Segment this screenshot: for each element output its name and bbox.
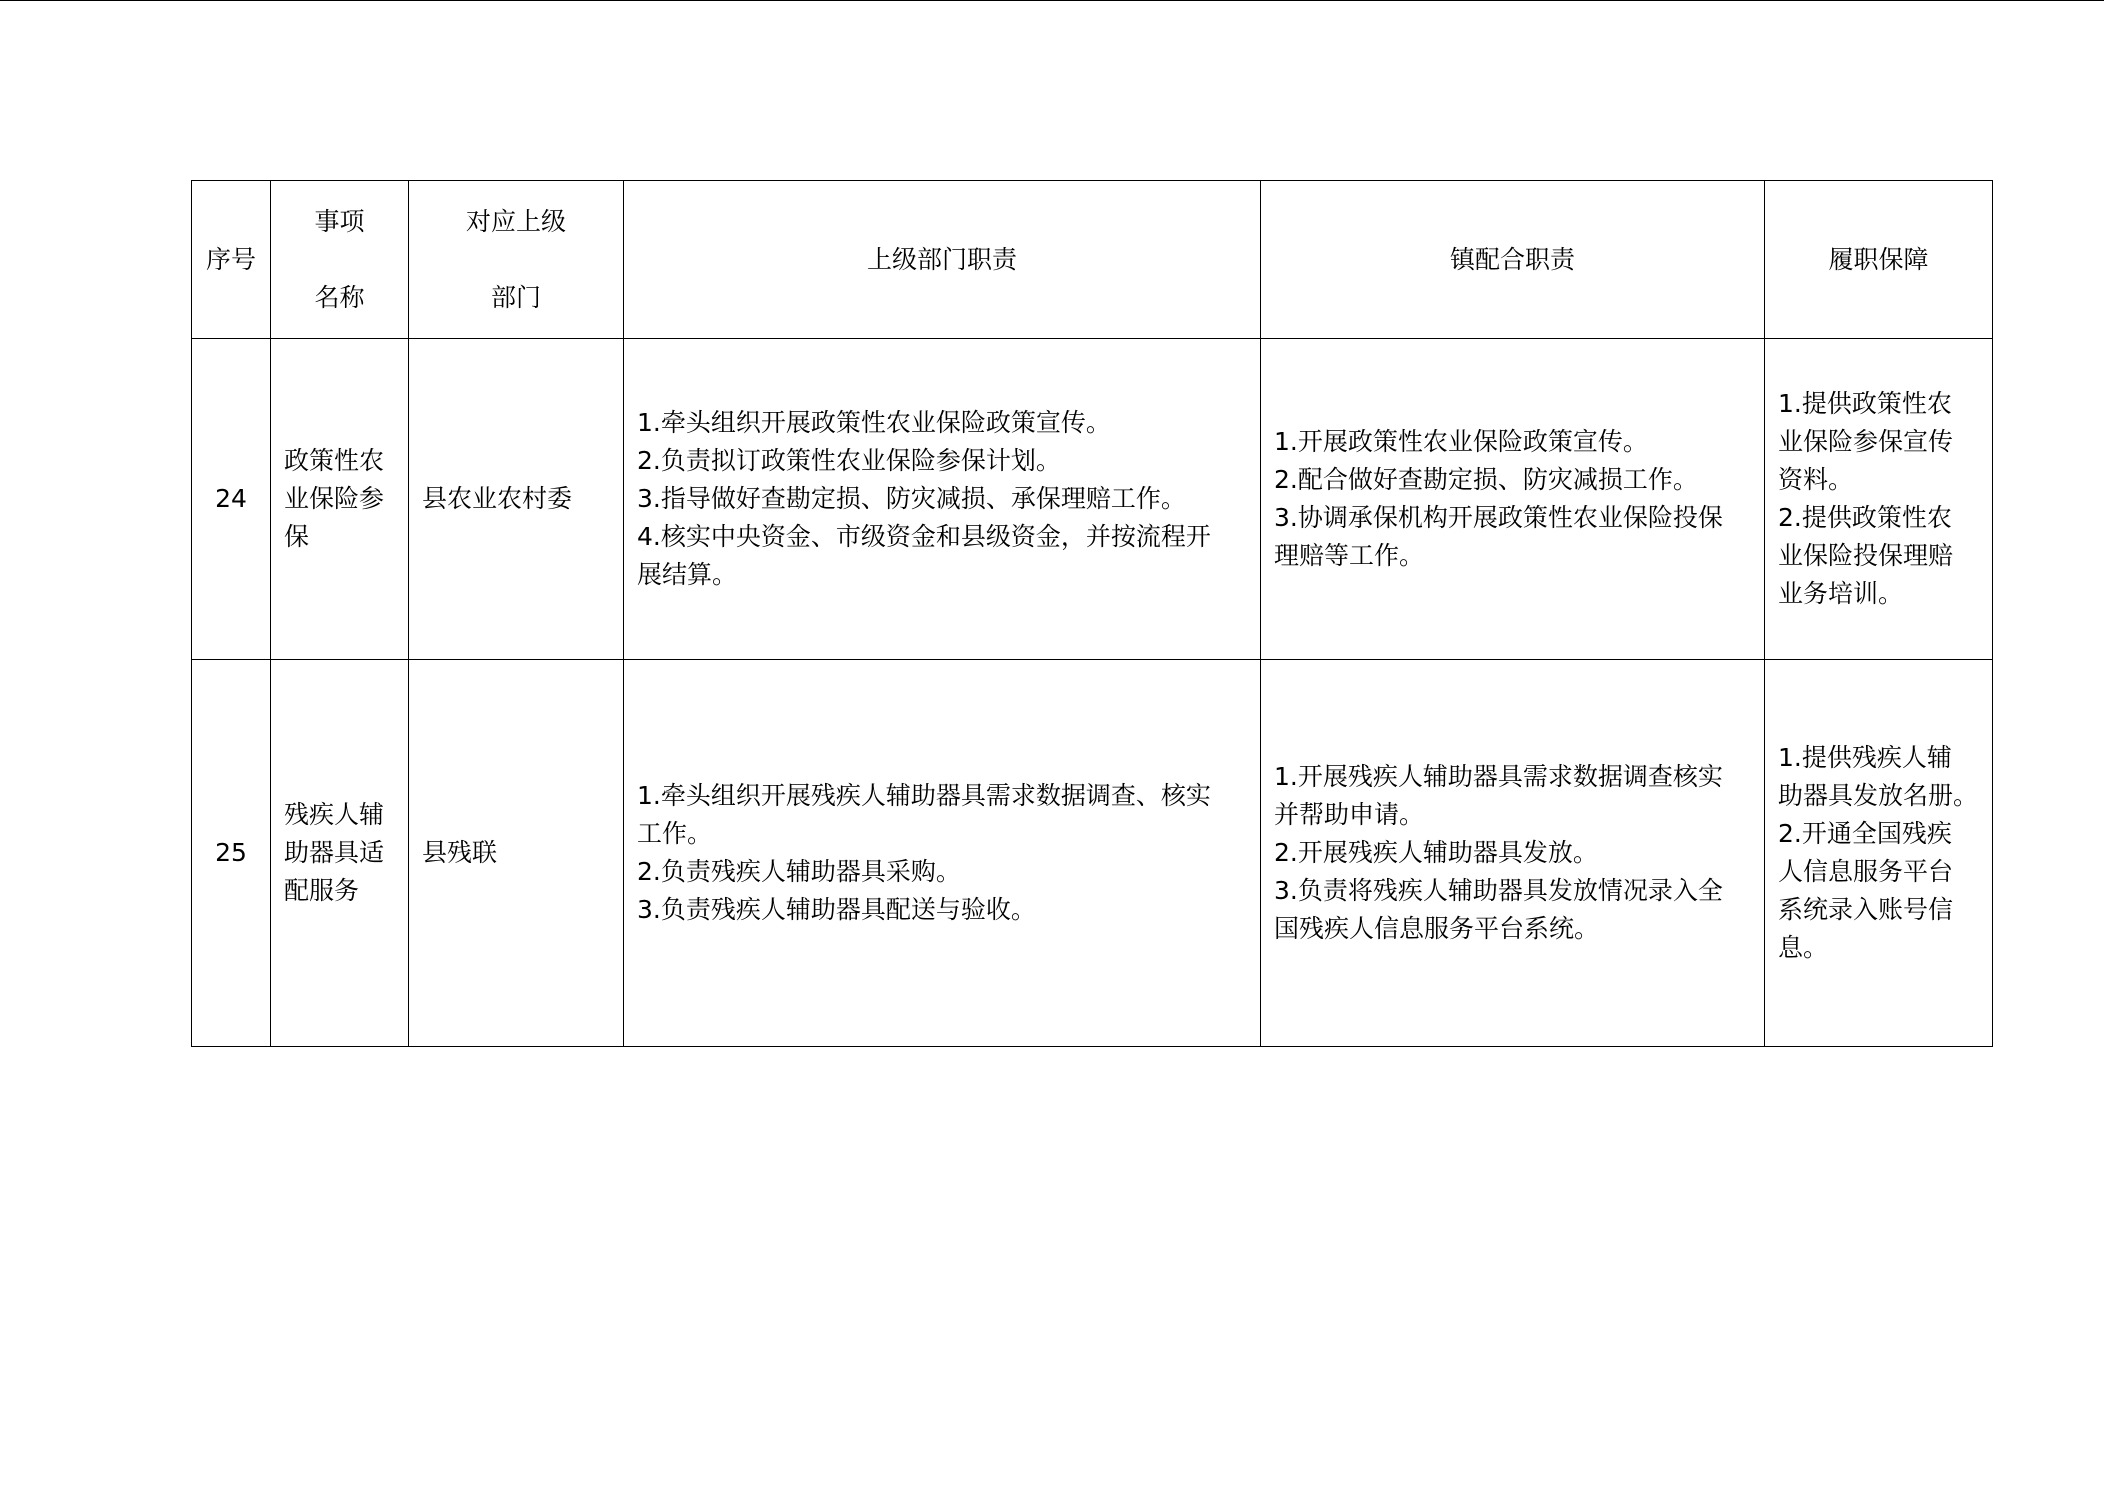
header-upper-duty <box>624 181 1261 339</box>
guarantee-line: 业保险投保理赔 <box>1778 541 1954 570</box>
header-seq-label: 序号 <box>205 244 256 274</box>
item-name-line: 业保险参 <box>284 484 385 513</box>
row-upper-duty <box>624 339 1261 660</box>
upper-duty-line: 3.负责残疾人辅助器具配送与验收。 <box>637 895 1036 924</box>
row-guarantee <box>1765 339 1993 660</box>
guarantee-line: 人信息服务平台 <box>1778 857 1954 886</box>
row-upper-dept: 县农业农村委 <box>409 339 624 660</box>
guarantee-line: 资料。 <box>1778 465 1854 494</box>
row-upper-duty <box>624 660 1261 1047</box>
header-town-duty <box>1261 181 1765 339</box>
guarantee-line: 息。 <box>1778 933 1829 962</box>
town-duty-line: 国残疾人信息服务平台系统。 <box>1274 914 1600 943</box>
guarantee-line: 2.开通全国残疾 <box>1778 819 1952 848</box>
header-item-name-line: 名称 <box>314 282 365 312</box>
item-name-line: 政策性农 <box>284 446 385 475</box>
table-row <box>192 339 1993 660</box>
town-duty-line: 3.负责将残疾人辅助器具发放情况录入全 <box>1274 876 1723 905</box>
upper-duty-line: 3.指导做好查勘定损、防灾减损、承保理赔工作。 <box>637 484 1186 513</box>
row-upper-dept: 县残联 <box>409 660 624 1047</box>
guarantee-line: 1.提供残疾人辅 <box>1778 743 1952 772</box>
town-duty-line: 2.开展残疾人辅助器具发放。 <box>1274 838 1598 867</box>
header-upper-dept-line: 对应上级 <box>465 206 566 236</box>
header-item-name <box>271 181 409 339</box>
guarantee-line: 系统录入账号信 <box>1778 895 1954 924</box>
row-town-duty <box>1261 339 1765 660</box>
item-name-line: 助器具适 <box>284 838 385 867</box>
upper-duty-line: 2.负责残疾人辅助器具采购。 <box>637 857 961 886</box>
table-row <box>192 660 1993 1047</box>
header-upper-dept-line: 部门 <box>490 282 541 312</box>
duty-table <box>191 180 1993 1047</box>
header-guarantee-label: 履职保障 <box>1828 244 1929 274</box>
header-row <box>192 181 1993 339</box>
row-item-name <box>271 339 409 660</box>
upper-duty-line: 1.牵头组织开展政策性农业保险政策宣传。 <box>637 408 1111 437</box>
town-duty-line: 3.协调承保机构开展政策性农业保险投保 <box>1274 503 1723 532</box>
header-upper-duty-label: 上级部门职责 <box>866 244 1017 274</box>
upper-duty-line: 1.牵头组织开展残疾人辅助器具需求数据调查、核实 <box>637 781 1211 810</box>
upper-duty-line: 工作。 <box>637 819 713 848</box>
item-name-line: 配服务 <box>284 876 360 905</box>
row-guarantee <box>1765 660 1993 1047</box>
header-item-name-line: 事项 <box>314 206 365 236</box>
upper-duty-line: 4.核实中央资金、市级资金和县级资金，并按流程开 <box>637 522 1211 551</box>
town-duty-line: 理赔等工作。 <box>1274 541 1425 570</box>
town-duty-line: 1.开展政策性农业保险政策宣传。 <box>1274 427 1648 456</box>
town-duty-line: 并帮助申请。 <box>1274 800 1425 829</box>
header-upper-dept <box>409 181 624 339</box>
guarantee-line: 业务培训。 <box>1778 579 1904 608</box>
guarantee-line: 1.提供政策性农 <box>1778 389 1952 418</box>
header-town-duty-label: 镇配合职责 <box>1449 244 1575 274</box>
town-duty-line: 1.开展残疾人辅助器具需求数据调查核实 <box>1274 762 1723 791</box>
item-name-line: 残疾人辅 <box>284 800 385 829</box>
header-guarantee <box>1765 181 1993 339</box>
guarantee-line: 业保险参保宣传 <box>1778 427 1954 456</box>
guarantee-line: 2.提供政策性农 <box>1778 503 1952 532</box>
row-seq: 24 <box>192 339 271 660</box>
row-item-name <box>271 660 409 1047</box>
upper-duty-line: 2.负责拟订政策性农业保险参保计划。 <box>637 446 1061 475</box>
item-name-line: 保 <box>284 522 310 551</box>
guarantee-line: 助器具发放名册。 <box>1778 781 1979 810</box>
page-top-border <box>0 0 2104 1</box>
header-seq <box>192 181 271 339</box>
row-town-duty <box>1261 660 1765 1047</box>
upper-duty-line: 展结算。 <box>637 560 738 589</box>
town-duty-line: 2.配合做好查勘定损、防灾减损工作。 <box>1274 465 1698 494</box>
row-seq: 25 <box>192 660 271 1047</box>
